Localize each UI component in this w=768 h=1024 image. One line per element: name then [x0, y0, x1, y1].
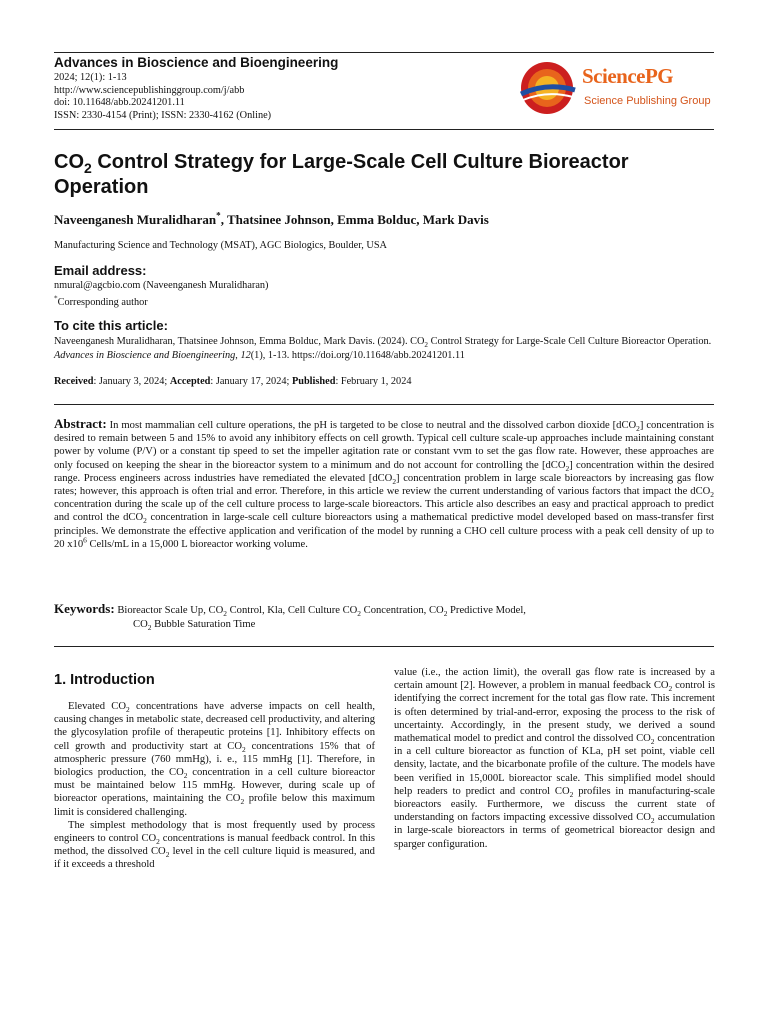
published-date: : February 1, 2024: [335, 376, 412, 387]
abstract-text: ] concentration is desired to remain between 5 and 15% to avoid any inhibitory effects on cell growth. Typical cell culture scale-up approaches include maintaining constant power by volume (P/V) or a constant tip speed to set the impeller agitation rate or constant vvm to set the gas flow rate. However, these approaches are only focused on keeping the shear in the bioreactor system to a minimum and do not account for controlling the [dCO: [54, 420, 714, 471]
subscript: 2: [569, 789, 574, 799]
subscript: 2: [183, 771, 188, 781]
citation-part: Control Strategy for Large-Scale Cell Culture Bioreactor Operation.: [428, 336, 712, 347]
subscript: 2: [668, 684, 673, 694]
abstract-text: In most mammalian cell culture operations, the pH is targeted to be close to neutral and the dissolved carbon dioxide [dCO: [106, 420, 637, 431]
text: The simplest methodology that is most frequently used by process engineers to control CO: [54, 819, 375, 845]
subscript: 2: [650, 816, 655, 826]
subscript: 2: [710, 490, 714, 500]
text: level in the cell culture liquid is measured, and if it exceeds a threshold: [54, 846, 375, 871]
subscript: 2: [165, 850, 170, 860]
text: Elevated CO: [68, 701, 127, 712]
citation-part: ,: [235, 349, 241, 361]
received-label: Received: [54, 376, 94, 387]
citation-volume: 12: [240, 349, 251, 361]
author-mark: *: [216, 210, 221, 221]
text: concentrations is manual feedback control. In this method, the dissolved CO: [54, 833, 375, 858]
abstract-top-rule: [54, 404, 714, 405]
left-column: [54, 700, 375, 872]
title-part: Control Strategy for Large-Scale Cell Culture Bioreactor Operation: [54, 151, 629, 198]
logo-name: SciencePG: [582, 64, 674, 88]
paragraph: [54, 700, 375, 819]
corresponding-note: [54, 296, 148, 310]
text: concentration in a cell culture bioreactor must be maintained below 115 mmHg. However, during scale up of bioreactor operations, maintaining the CO: [54, 767, 375, 805]
abstract: [54, 417, 714, 551]
subscript: 2: [242, 744, 246, 754]
keyword-text: Predictive Model,: [447, 605, 526, 616]
right-column: [394, 666, 715, 851]
text: profiles in manufacturing-scale bioreactors easily. Furthermore, we discuss the current state of understanding on factors impacting excessive dissolved CO: [394, 785, 715, 824]
author-list: [54, 212, 489, 228]
text: value (i.e., the action limit), the overall gas flow rate is increased by a certain amount [2]. However, a problem in manual feedback CO: [394, 667, 715, 692]
abstract-text: concentration during the scale up of the cell culture process to large-scale bioreactors. This article also describes an easy and practical approach to predict and control the dCO: [54, 499, 714, 524]
author-name: Naveenganesh Muralidharan: [54, 212, 217, 227]
keyword-text: Bubble Saturation Time: [151, 619, 256, 630]
citation-part: Naveenganesh Muralidharan, Thatsinee Johnson, Emma Bolduc, Mark Davis. (2024). CO: [54, 336, 425, 347]
subscript: 2: [240, 797, 245, 807]
title-part: CO: [54, 151, 84, 173]
journal-doi: doi: 10.11648/abb.20241201.11: [54, 97, 185, 108]
journal-url[interactable]: http://www.sciencepublishinggroup.com/j/abb: [54, 84, 245, 96]
keyword-text: Bioreactor Scale Up, CO: [114, 605, 224, 616]
abstract-text: ] concentration problem in large scale bioreactors by increasing gas flow rates; however, this approach is often trial and error. Therefore, in this article we review the current understanding of various factors that impact the dCO: [54, 472, 714, 498]
sciencepg-logo: [517, 60, 717, 116]
journal-volume: 2024; 12(1): 1-13: [54, 72, 127, 83]
author-names: , Thatsinee Johnson, Emma Bolduc, Mark Davis: [220, 212, 489, 227]
received-date: : January 3, 2024;: [93, 376, 170, 387]
subscript: 2: [443, 609, 448, 619]
keywords: [54, 602, 714, 632]
subscript: 2: [565, 463, 570, 473]
text: concentrations have adverse impacts on cell health, causing changes in metabolic state, decreased cell productivity, and altering the glycosylation profile of therapeutic proteins [1]. Inhibitory effects on cell growth and productivity start at CO: [54, 701, 375, 752]
citation-doi[interactable]: (1), 1-13. https://doi.org/10.11648/abb.20241201.11: [250, 349, 465, 361]
sciencepg-emblem-icon: [517, 60, 579, 116]
text: concentrations 15% that of atmospheric pressure (760 mmHg), i. e., 115 mmHg [1]. Therefore, in biologics production, the CO: [54, 740, 375, 779]
abstract-text: Cells/mL in a 15,000 L bioreactor working volume.: [86, 538, 308, 550]
journal-issn: ISSN: 2330-4154 (Print); ISSN: 2330-4162 (Online): [54, 109, 272, 121]
header-rule: [54, 129, 714, 130]
abstract-label: Abstract:: [54, 416, 107, 431]
keywords-label: Keywords:: [54, 601, 115, 616]
subscript: 2: [156, 837, 160, 847]
journal-title: Advances in Bioscience and Bioengineering: [54, 55, 339, 70]
subscript: 2: [392, 476, 397, 486]
accepted-label: Accepted: [169, 376, 211, 387]
email-heading: Email address:: [54, 263, 147, 278]
text: accumulation in large-scale bioreactors in terms of geometrical bioreactor design and sparger configuration.: [394, 812, 715, 850]
published-label: Published: [291, 376, 336, 387]
keyword-text: Concentration, CO: [361, 605, 444, 616]
paragraph: [54, 819, 375, 872]
subscript: 2: [126, 705, 130, 715]
article-dates: [54, 375, 412, 389]
abstract-text: concentration in large-scale cell culture bioreactors using a mathematical predictive model developed based on mass-transfer first principles. We demonstrate the effective application and verification of the model by running a CHO cell culture process with a peak cell density of up to 20 x10: [54, 512, 714, 550]
subscript: 2: [143, 516, 147, 526]
keyword-text: CO: [133, 619, 148, 630]
affiliation: Manufacturing Science and Technology (MSAT), AGC Biologics, Boulder, USA: [54, 240, 387, 251]
email-address[interactable]: nmural@agcbio.com (Naveenganesh Muralidharan): [54, 280, 269, 291]
keyword-text: Control, Kla, Cell Culture CO: [226, 605, 358, 616]
article-title: [54, 150, 694, 200]
subscript: 2: [223, 609, 227, 619]
text: concentration in a cell culture bioreactor as function of KLa, pH set point, viable cell density, lactate, and the bicarbonate profile of the culture. The models have been verified in 15,000L bioreactor scale. This simplified model should help readers to predict and control CO: [394, 733, 715, 797]
subscript: 2: [650, 737, 655, 747]
title-subscript: 2: [84, 160, 92, 176]
section-heading: 1. Introduction: [54, 672, 155, 688]
paragraph: [394, 666, 715, 851]
subscript: 2: [147, 623, 152, 633]
citation-journal: Advances in Bioscience and Bioengineering: [54, 349, 236, 361]
subscript: 2: [357, 609, 361, 619]
superscript: 6: [83, 535, 87, 545]
text: control is identifying the correct increment for the total gas flow rate. This increment is often determined by trial-and-error, exposing the process to the risk of uncertainty. Accordingly, in the present study, we derived a sound mathematical model to predict and control the dissolved CO: [394, 680, 715, 745]
text: profile below this maximum limit is considered challenging.: [54, 793, 375, 818]
corresponding-text: Corresponding author: [57, 297, 148, 308]
top-rule: [54, 52, 714, 53]
abstract-bottom-rule: [54, 646, 714, 647]
corresponding-mark: *: [54, 294, 58, 303]
abstract-text: ] concentration within the desired range. Process engineers across industries have remediated the elevated [dCO: [54, 459, 714, 484]
logo-subtitle: Science Publishing Group: [584, 95, 711, 107]
accepted-date: : January 17, 2024;: [210, 376, 292, 387]
cite-heading: To cite this article:: [54, 318, 168, 333]
citation-text: [54, 335, 714, 362]
subscript: 2: [424, 341, 429, 350]
subscript: 2: [636, 424, 640, 434]
